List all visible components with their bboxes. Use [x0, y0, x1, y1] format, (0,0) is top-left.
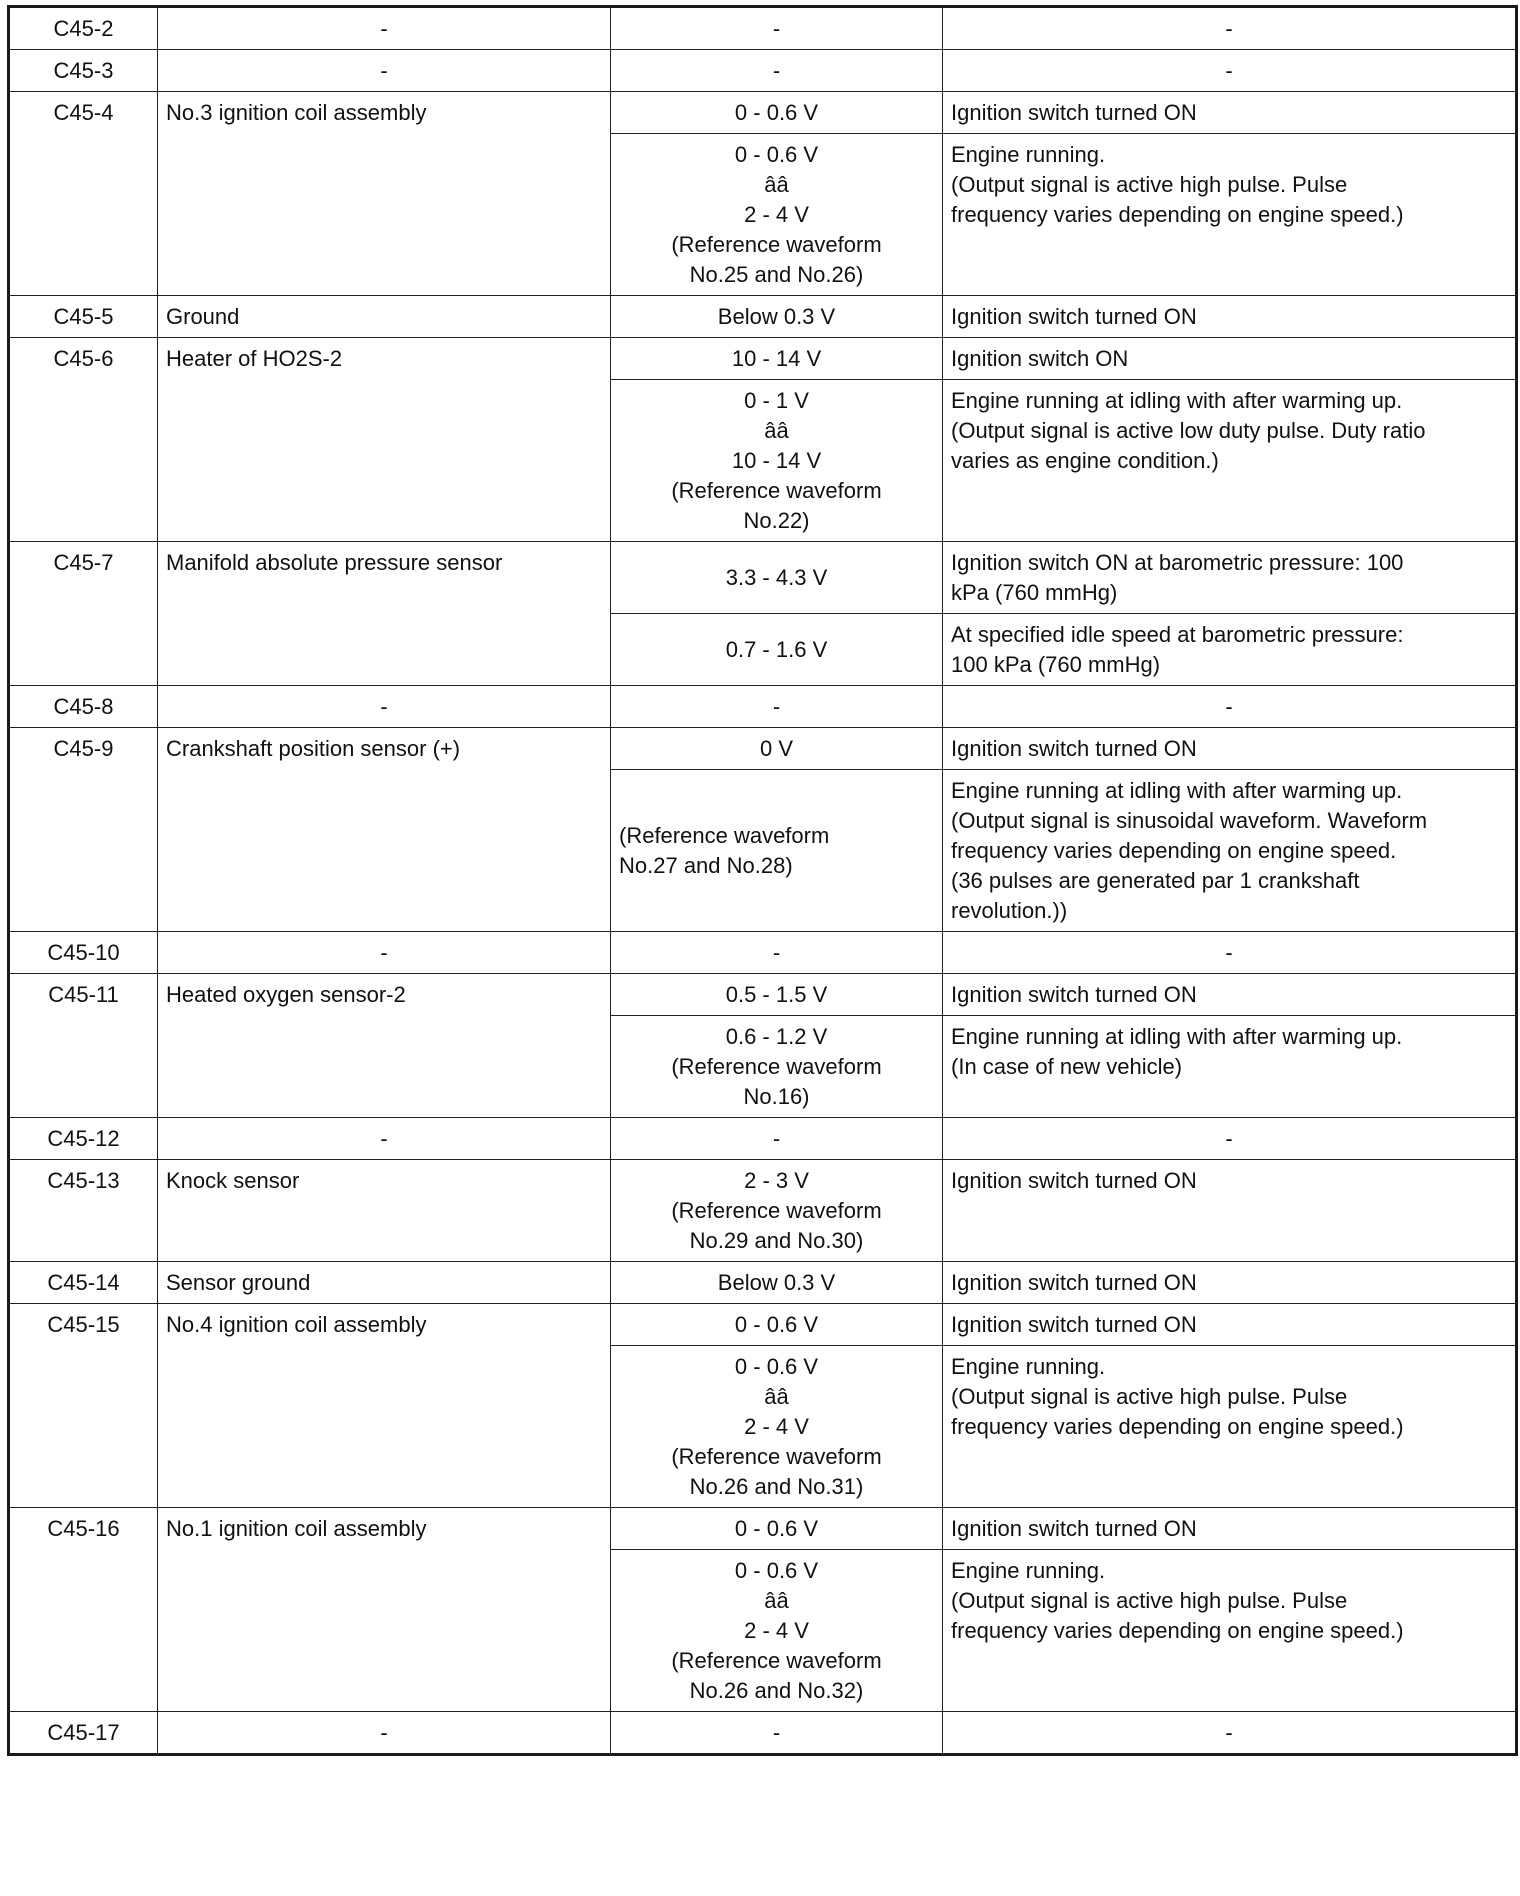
wire-description-cell: -: [158, 1712, 611, 1755]
table-row: [9, 7, 1517, 50]
condition-cell: Ignition switch turned ON: [943, 92, 1517, 134]
wire-description-cell: Heated oxygen sensor-2: [158, 974, 611, 1118]
table-row: [9, 932, 1517, 974]
standard-voltage-cell: -: [611, 7, 943, 50]
table-row: [9, 542, 1517, 614]
table-row: [9, 974, 1517, 1016]
condition-cell: -: [943, 932, 1517, 974]
standard-voltage-cell: (Reference waveform No.27 and No.28): [611, 770, 943, 932]
table-row: [9, 1712, 1517, 1755]
wire-description-cell: -: [158, 50, 611, 92]
condition-cell: Ignition switch ON: [943, 338, 1517, 380]
condition-cell: -: [943, 50, 1517, 92]
standard-voltage-cell: 0 - 0.6 V: [611, 1508, 943, 1550]
condition-cell: Ignition switch turned ON: [943, 974, 1517, 1016]
condition-cell: -: [943, 7, 1517, 50]
terminal-cell: C45-8: [9, 686, 158, 728]
terminal-table-sheet: [7, 5, 1518, 1756]
table-row: [9, 1118, 1517, 1160]
wire-description-cell: Crankshaft position sensor (+): [158, 728, 611, 932]
table-row: [9, 728, 1517, 770]
terminal-cell: C45-5: [9, 296, 158, 338]
standard-voltage-cell: 0.5 - 1.5 V: [611, 974, 943, 1016]
standard-voltage-cell: 0 - 1 V ââ 10 - 14 V (Reference waveform No.22): [611, 380, 943, 542]
standard-voltage-cell: 10 - 14 V: [611, 338, 943, 380]
condition-cell: Engine running at idling with after warming up. (Output signal is active low duty pulse. Duty ratio varies as engine condition.): [943, 380, 1517, 542]
terminal-cell: C45-6: [9, 338, 158, 542]
table-row: [9, 92, 1517, 134]
table-row: [9, 296, 1517, 338]
wire-description-cell: Sensor ground: [158, 1262, 611, 1304]
standard-voltage-cell: 0 - 0.6 V: [611, 1304, 943, 1346]
condition-cell: Ignition switch turned ON: [943, 1160, 1517, 1262]
condition-cell: -: [943, 1712, 1517, 1755]
wire-description-cell: Manifold absolute pressure sensor: [158, 542, 611, 686]
condition-cell: -: [943, 686, 1517, 728]
terminal-cell: C45-17: [9, 1712, 158, 1755]
condition-cell: Ignition switch turned ON: [943, 1262, 1517, 1304]
wire-description-cell: No.1 ignition coil assembly: [158, 1508, 611, 1712]
standard-voltage-cell: Below 0.3 V: [611, 1262, 943, 1304]
condition-cell: Ignition switch ON at barometric pressure: 100 kPa (760 mmHg): [943, 542, 1517, 614]
condition-cell: Engine running at idling with after warming up. (In case of new vehicle): [943, 1016, 1517, 1118]
terminal-cell: C45-3: [9, 50, 158, 92]
condition-cell: Engine running. (Output signal is active high pulse. Pulse frequency varies depending on engine speed.): [943, 1550, 1517, 1712]
standard-voltage-cell: 0 - 0.6 V ââ 2 - 4 V (Reference waveform No.26 and No.31): [611, 1346, 943, 1508]
wire-description-cell: No.4 ignition coil assembly: [158, 1304, 611, 1508]
standard-voltage-cell: -: [611, 932, 943, 974]
wire-description-cell: -: [158, 1118, 611, 1160]
wire-description-cell: -: [158, 7, 611, 50]
condition-cell: Engine running. (Output signal is active high pulse. Pulse frequency varies depending on engine speed.): [943, 1346, 1517, 1508]
table-row: [9, 338, 1517, 380]
table-row: [9, 50, 1517, 92]
condition-cell: Ignition switch turned ON: [943, 296, 1517, 338]
standard-voltage-cell: -: [611, 686, 943, 728]
condition-cell: At specified idle speed at barometric pressure: 100 kPa (760 mmHg): [943, 614, 1517, 686]
terminal-cell: C45-4: [9, 92, 158, 296]
wire-description-cell: No.3 ignition coil assembly: [158, 92, 611, 296]
table-row: [9, 1262, 1517, 1304]
terminal-cell: C45-11: [9, 974, 158, 1118]
terminal-voltage-table: [7, 5, 1518, 1756]
terminal-cell: C45-15: [9, 1304, 158, 1508]
terminal-cell: C45-7: [9, 542, 158, 686]
standard-voltage-cell: 0 - 0.6 V ââ 2 - 4 V (Reference waveform No.25 and No.26): [611, 134, 943, 296]
standard-voltage-cell: -: [611, 50, 943, 92]
wire-description-cell: Knock sensor: [158, 1160, 611, 1262]
standard-voltage-cell: 0 - 0.6 V ââ 2 - 4 V (Reference waveform No.26 and No.32): [611, 1550, 943, 1712]
condition-cell: Ignition switch turned ON: [943, 1304, 1517, 1346]
standard-voltage-cell: 0 V: [611, 728, 943, 770]
table-body: [9, 7, 1517, 1755]
terminal-cell: C45-12: [9, 1118, 158, 1160]
terminal-cell: C45-16: [9, 1508, 158, 1712]
wire-description-cell: -: [158, 932, 611, 974]
terminal-cell: C45-9: [9, 728, 158, 932]
condition-cell: Engine running at idling with after warming up. (Output signal is sinusoidal waveform. Waveform frequency varies depending on engine speed. (36 pulses are generated par 1 crankshaft revolution.)): [943, 770, 1517, 932]
condition-cell: Ignition switch turned ON: [943, 728, 1517, 770]
standard-voltage-cell: 0.6 - 1.2 V (Reference waveform No.16): [611, 1016, 943, 1118]
standard-voltage-cell: -: [611, 1712, 943, 1755]
wire-description-cell: Heater of HO2S-2: [158, 338, 611, 542]
standard-voltage-cell: 0 - 0.6 V: [611, 92, 943, 134]
standard-voltage-cell: Below 0.3 V: [611, 296, 943, 338]
table-row: [9, 1160, 1517, 1262]
standard-voltage-cell: 0.7 - 1.6 V: [611, 614, 943, 686]
standard-voltage-cell: -: [611, 1118, 943, 1160]
standard-voltage-cell: 2 - 3 V (Reference waveform No.29 and No.30): [611, 1160, 943, 1262]
terminal-cell: C45-14: [9, 1262, 158, 1304]
table-row: [9, 1304, 1517, 1346]
wire-description-cell: -: [158, 686, 611, 728]
condition-cell: Ignition switch turned ON: [943, 1508, 1517, 1550]
table-row: [9, 1508, 1517, 1550]
terminal-cell: C45-13: [9, 1160, 158, 1262]
table-row: [9, 686, 1517, 728]
condition-cell: -: [943, 1118, 1517, 1160]
terminal-cell: C45-2: [9, 7, 158, 50]
wire-description-cell: Ground: [158, 296, 611, 338]
terminal-cell: C45-10: [9, 932, 158, 974]
standard-voltage-cell: 3.3 - 4.3 V: [611, 542, 943, 614]
condition-cell: Engine running. (Output signal is active high pulse. Pulse frequency varies depending on engine speed.): [943, 134, 1517, 296]
